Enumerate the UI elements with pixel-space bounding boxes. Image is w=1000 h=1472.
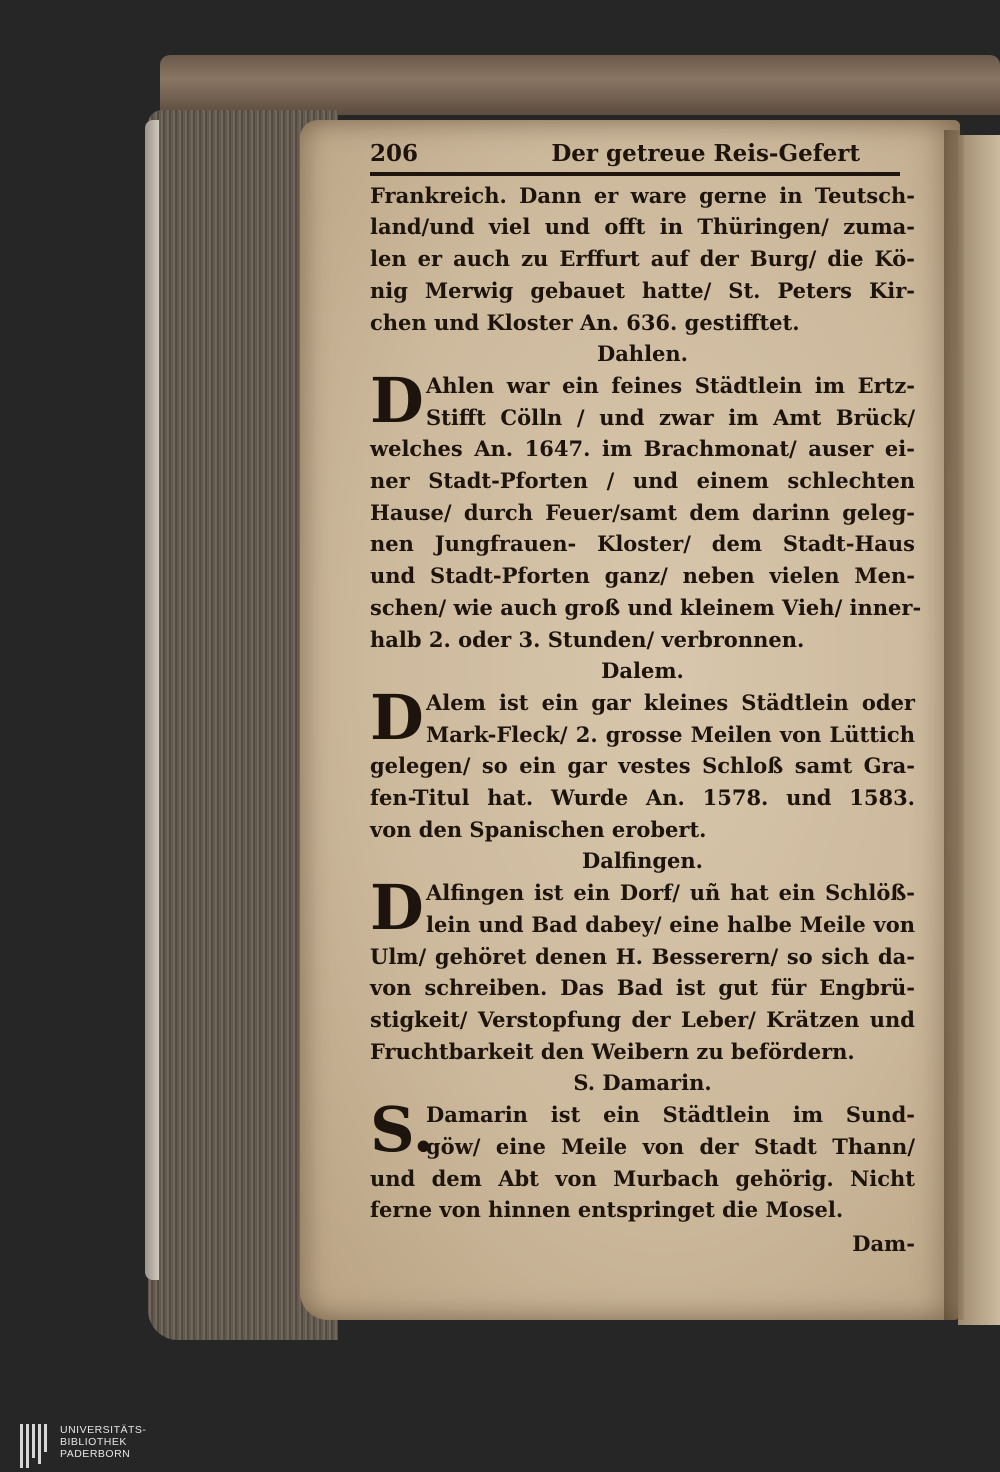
continued-paragraph xyxy=(370,180,915,339)
text-line: von den Spanischen erobert. xyxy=(370,816,707,842)
text-line: ner Stadt-Pforten / und einem schlechten xyxy=(370,468,915,494)
entry-s-damarin xyxy=(370,1067,915,1226)
page-text xyxy=(370,138,922,1260)
text-line: Damarin ist ein Städtlein im Sund- xyxy=(426,1102,915,1128)
text-line: Alfingen ist ein Dorf/ uñ hat ein Schlöß- xyxy=(426,880,915,906)
text-line: Stifft Cölln / und zwar im Amt Brück/ xyxy=(426,404,915,430)
running-title: Der getreue Reis-Gefert xyxy=(551,140,860,167)
text-line: schen/ wie auch groß und kleinem Vieh/ inner- xyxy=(370,594,922,620)
logo-line-1: UNIVERSITÄTS- xyxy=(60,1424,147,1436)
text-line: nig Merwig gebauet hatte/ St. Peters Kir- xyxy=(370,277,915,303)
text-line: chen und Kloster An. 636. gestifftet. xyxy=(370,309,800,335)
text-line: Frankreich. Dann er ware gerne in Teutsch- xyxy=(370,182,915,208)
text-line: ferne von hinnen entspringet die Mosel. xyxy=(370,1197,844,1223)
text-line: gelegen/ so ein gar vestes Schloß samt Gra- xyxy=(370,753,915,779)
text-line: Ahlen war ein feines Städtlein im Ertz- xyxy=(426,372,915,398)
running-header xyxy=(370,138,900,176)
text-line: Mark-Fleck/ 2. grosse Meilen von Lüttich xyxy=(426,721,915,747)
library-logo xyxy=(20,1424,146,1468)
entry-heading: Dalem. xyxy=(601,658,684,684)
book-cover xyxy=(160,55,1000,115)
drop-capital: D xyxy=(370,871,424,945)
entry-heading: S. Damarin. xyxy=(573,1070,712,1096)
text-line: len er auch zu Erffurt auf der Burg/ die Kö- xyxy=(370,246,915,272)
drop-capital: D xyxy=(370,363,424,437)
text-line: und Stadt-Pforten ganz/ neben vielen Men- xyxy=(370,563,915,589)
text-line: lein und Bad dabey/ eine halbe Meile von xyxy=(426,911,915,937)
entry-dalem xyxy=(370,655,915,845)
catchword: Dam- xyxy=(852,1230,915,1256)
footer-bar xyxy=(0,1420,1000,1472)
text-line: nen Jungfrauen- Kloster/ dem Stadt-Haus xyxy=(370,531,915,557)
text-line: welches An. 1647. im Brachmonat/ auser ei- xyxy=(370,436,915,462)
page-gutter xyxy=(944,130,964,1320)
entry-heading: Dahlen. xyxy=(596,341,688,367)
text-line: Hause/ durch Feuer/samt dem darinn geleg- xyxy=(370,499,915,525)
entry-dalfingen xyxy=(370,845,915,1067)
logo-line-2: BIBLIOTHEK xyxy=(60,1436,127,1448)
text-line: halb 2. oder 3. Stunden/ verbronnen. xyxy=(370,626,805,652)
facing-page xyxy=(958,135,1000,1325)
drop-capital: S. xyxy=(370,1093,435,1167)
text-line: Ulm/ gehöret denen H. Besserern/ so sich da- xyxy=(370,943,915,969)
library-logo-text xyxy=(60,1424,146,1460)
text-line: göw/ eine Meile von der Stadt Thann/ xyxy=(426,1133,915,1159)
library-logo-icon xyxy=(20,1424,50,1468)
text-line: stigkeit/ Verstopfung der Leber/ Krätzen und xyxy=(370,1006,915,1032)
logo-line-3: PADERBORN xyxy=(60,1448,131,1460)
text-line: und dem Abt von Murbach gehörig. Nicht xyxy=(370,1165,915,1191)
book-page-edges xyxy=(145,120,159,1280)
text-line: von schreiben. Das Bad ist gut für Engbrü- xyxy=(370,975,915,1001)
text-line: Alem ist ein gar kleines Städtlein oder xyxy=(426,689,915,715)
drop-capital: D xyxy=(370,680,424,754)
text-line: land/und viel und offt in Thüringen/ zuma- xyxy=(370,214,915,240)
text-line: fen-Titul hat. Wurde An. 1578. und 1583. xyxy=(370,785,915,811)
page-number: 206 xyxy=(370,140,419,167)
entry-dahlen xyxy=(370,338,922,655)
entry-heading: Dalfingen. xyxy=(582,848,703,874)
text-line: Fruchtbarkeit den Weibern zu befördern. xyxy=(370,1038,855,1064)
